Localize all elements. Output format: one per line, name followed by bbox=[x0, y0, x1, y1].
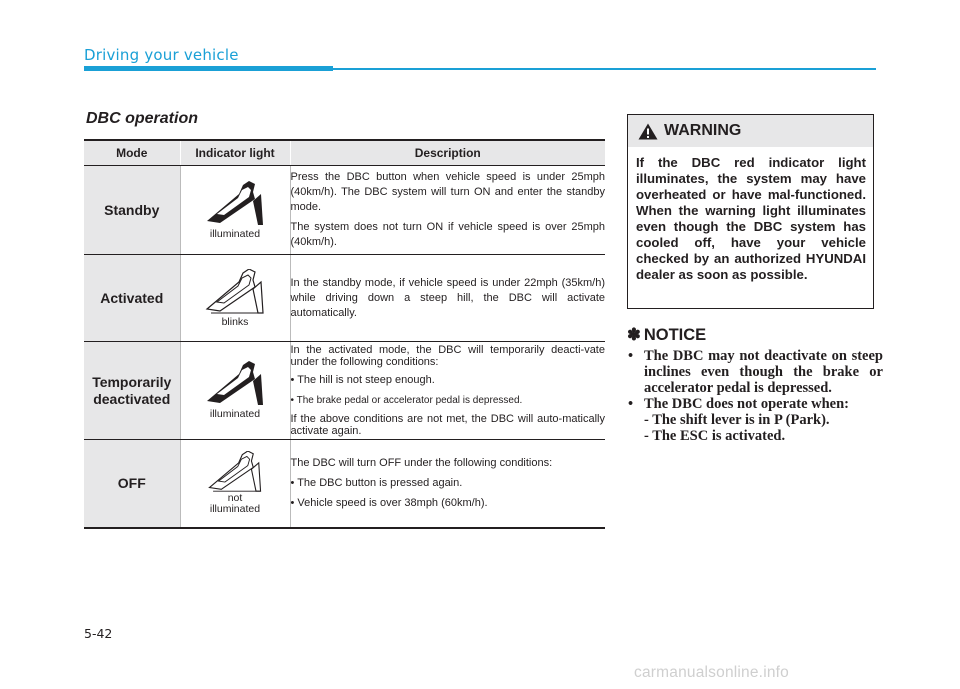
notice-item-text: The DBC does not operate when: bbox=[644, 396, 850, 412]
indicator-label: not bbox=[227, 492, 243, 505]
description-text: The system does not turn ON if vehicle speed is over 25mph (40km/h). bbox=[290, 221, 605, 248]
table-header-row bbox=[84, 140, 605, 166]
section-rule-accent bbox=[84, 66, 333, 71]
notice-title: NOTICE bbox=[643, 326, 707, 344]
mode-label: Activated bbox=[100, 289, 164, 306]
list-item bbox=[627, 348, 883, 396]
mode-cell bbox=[84, 166, 180, 255]
description-text: Press the DBC button when vehicle speed is under 25mph (40km/h). The DBC system will turn ON and enter the standby mode. bbox=[290, 171, 605, 213]
notice-sub-item: - The ESC is activated. bbox=[644, 428, 786, 444]
table-row-off bbox=[84, 440, 605, 528]
mode-label: Standby bbox=[104, 201, 160, 218]
watermark: carmanualsonline.info bbox=[634, 664, 789, 681]
description-text: • The brake pedal or accelerator pedal is depressed. bbox=[290, 395, 523, 406]
indicator-label: illuminated bbox=[209, 503, 261, 516]
column-header-indicator: Indicator light bbox=[180, 140, 290, 166]
description-text: In the activated mode, the DBC will temporarily deacti-vate under the following conditions: bbox=[290, 344, 605, 368]
description-cell bbox=[290, 255, 605, 342]
indicator-cell bbox=[180, 255, 290, 342]
page-number: 5-42 bbox=[84, 626, 113, 641]
description-text: The DBC will turn OFF under the following conditions: bbox=[290, 456, 553, 469]
table-row-temporarily-deactivated bbox=[84, 342, 605, 440]
indicator-cell bbox=[180, 440, 290, 528]
table-row-standby bbox=[84, 166, 605, 255]
section-title: Driving your vehicle bbox=[84, 46, 239, 64]
downhill-car-icon bbox=[203, 451, 267, 493]
indicator-label: illuminated bbox=[209, 408, 261, 420]
downhill-car-icon bbox=[203, 181, 267, 227]
dbc-operation-table bbox=[84, 139, 605, 529]
notice-section bbox=[627, 327, 883, 444]
description-text: • The hill is not steep enough. bbox=[290, 374, 435, 386]
warning-text: If the DBC red indicator light illuminates, the system may have overheated or have mal-functioned. When the warning light illuminates even though the DBC system has cooled off, have your vehicle checked by an authorized HYUNDAI dealer as soon as possible. bbox=[636, 155, 866, 282]
description-text: • The DBC button is pressed again. bbox=[290, 476, 463, 489]
mode-cell bbox=[84, 255, 180, 342]
description-text: • Vehicle speed is over 38mph (60km/h). bbox=[290, 496, 488, 509]
description-cell bbox=[290, 440, 605, 528]
mode-label: OFF bbox=[117, 474, 146, 491]
indicator-cell bbox=[180, 342, 290, 440]
description-text: If the above conditions are not met, the DBC will auto-matically activate again. bbox=[290, 413, 605, 437]
mode-cell bbox=[84, 342, 180, 440]
downhill-car-icon bbox=[203, 269, 267, 315]
table-row-activated bbox=[84, 255, 605, 342]
bullet-icon: • bbox=[628, 396, 634, 412]
description-cell bbox=[290, 342, 605, 440]
downhill-car-icon bbox=[203, 361, 267, 407]
mode-label: deactivated bbox=[93, 390, 171, 407]
indicator-label: blinks bbox=[221, 315, 249, 328]
notice-star-icon: ✽ bbox=[627, 326, 641, 344]
section-rule bbox=[333, 68, 876, 70]
indicator-cell bbox=[180, 166, 290, 255]
bullet-icon: • bbox=[628, 348, 634, 364]
column-header-mode: Mode bbox=[84, 140, 180, 166]
notice-sub-item: - The shift lever is in P (Park). bbox=[644, 412, 830, 428]
notice-list bbox=[627, 348, 883, 444]
notice-item-text: The DBC may not deactivate on steep inclines even though the brake or accelerator pedal is depressed. bbox=[644, 348, 883, 396]
warning-box bbox=[627, 114, 874, 309]
list-item bbox=[627, 396, 883, 444]
mode-cell bbox=[84, 440, 180, 528]
description-text: In the standby mode, if vehicle speed is under 22mph (35km/h) while driving down a steep hill, the DBC will activate automatically. bbox=[290, 276, 605, 319]
warning-title: WARNING bbox=[664, 122, 742, 139]
warning-triangle-icon bbox=[638, 123, 658, 140]
warning-header bbox=[628, 115, 873, 147]
description-cell bbox=[290, 166, 605, 255]
column-header-description: Description bbox=[290, 140, 605, 166]
mode-label: Temporarily bbox=[92, 373, 172, 390]
page-subheading: DBC operation bbox=[86, 110, 198, 127]
notice-heading bbox=[627, 327, 883, 343]
indicator-label: illuminated bbox=[209, 227, 261, 240]
